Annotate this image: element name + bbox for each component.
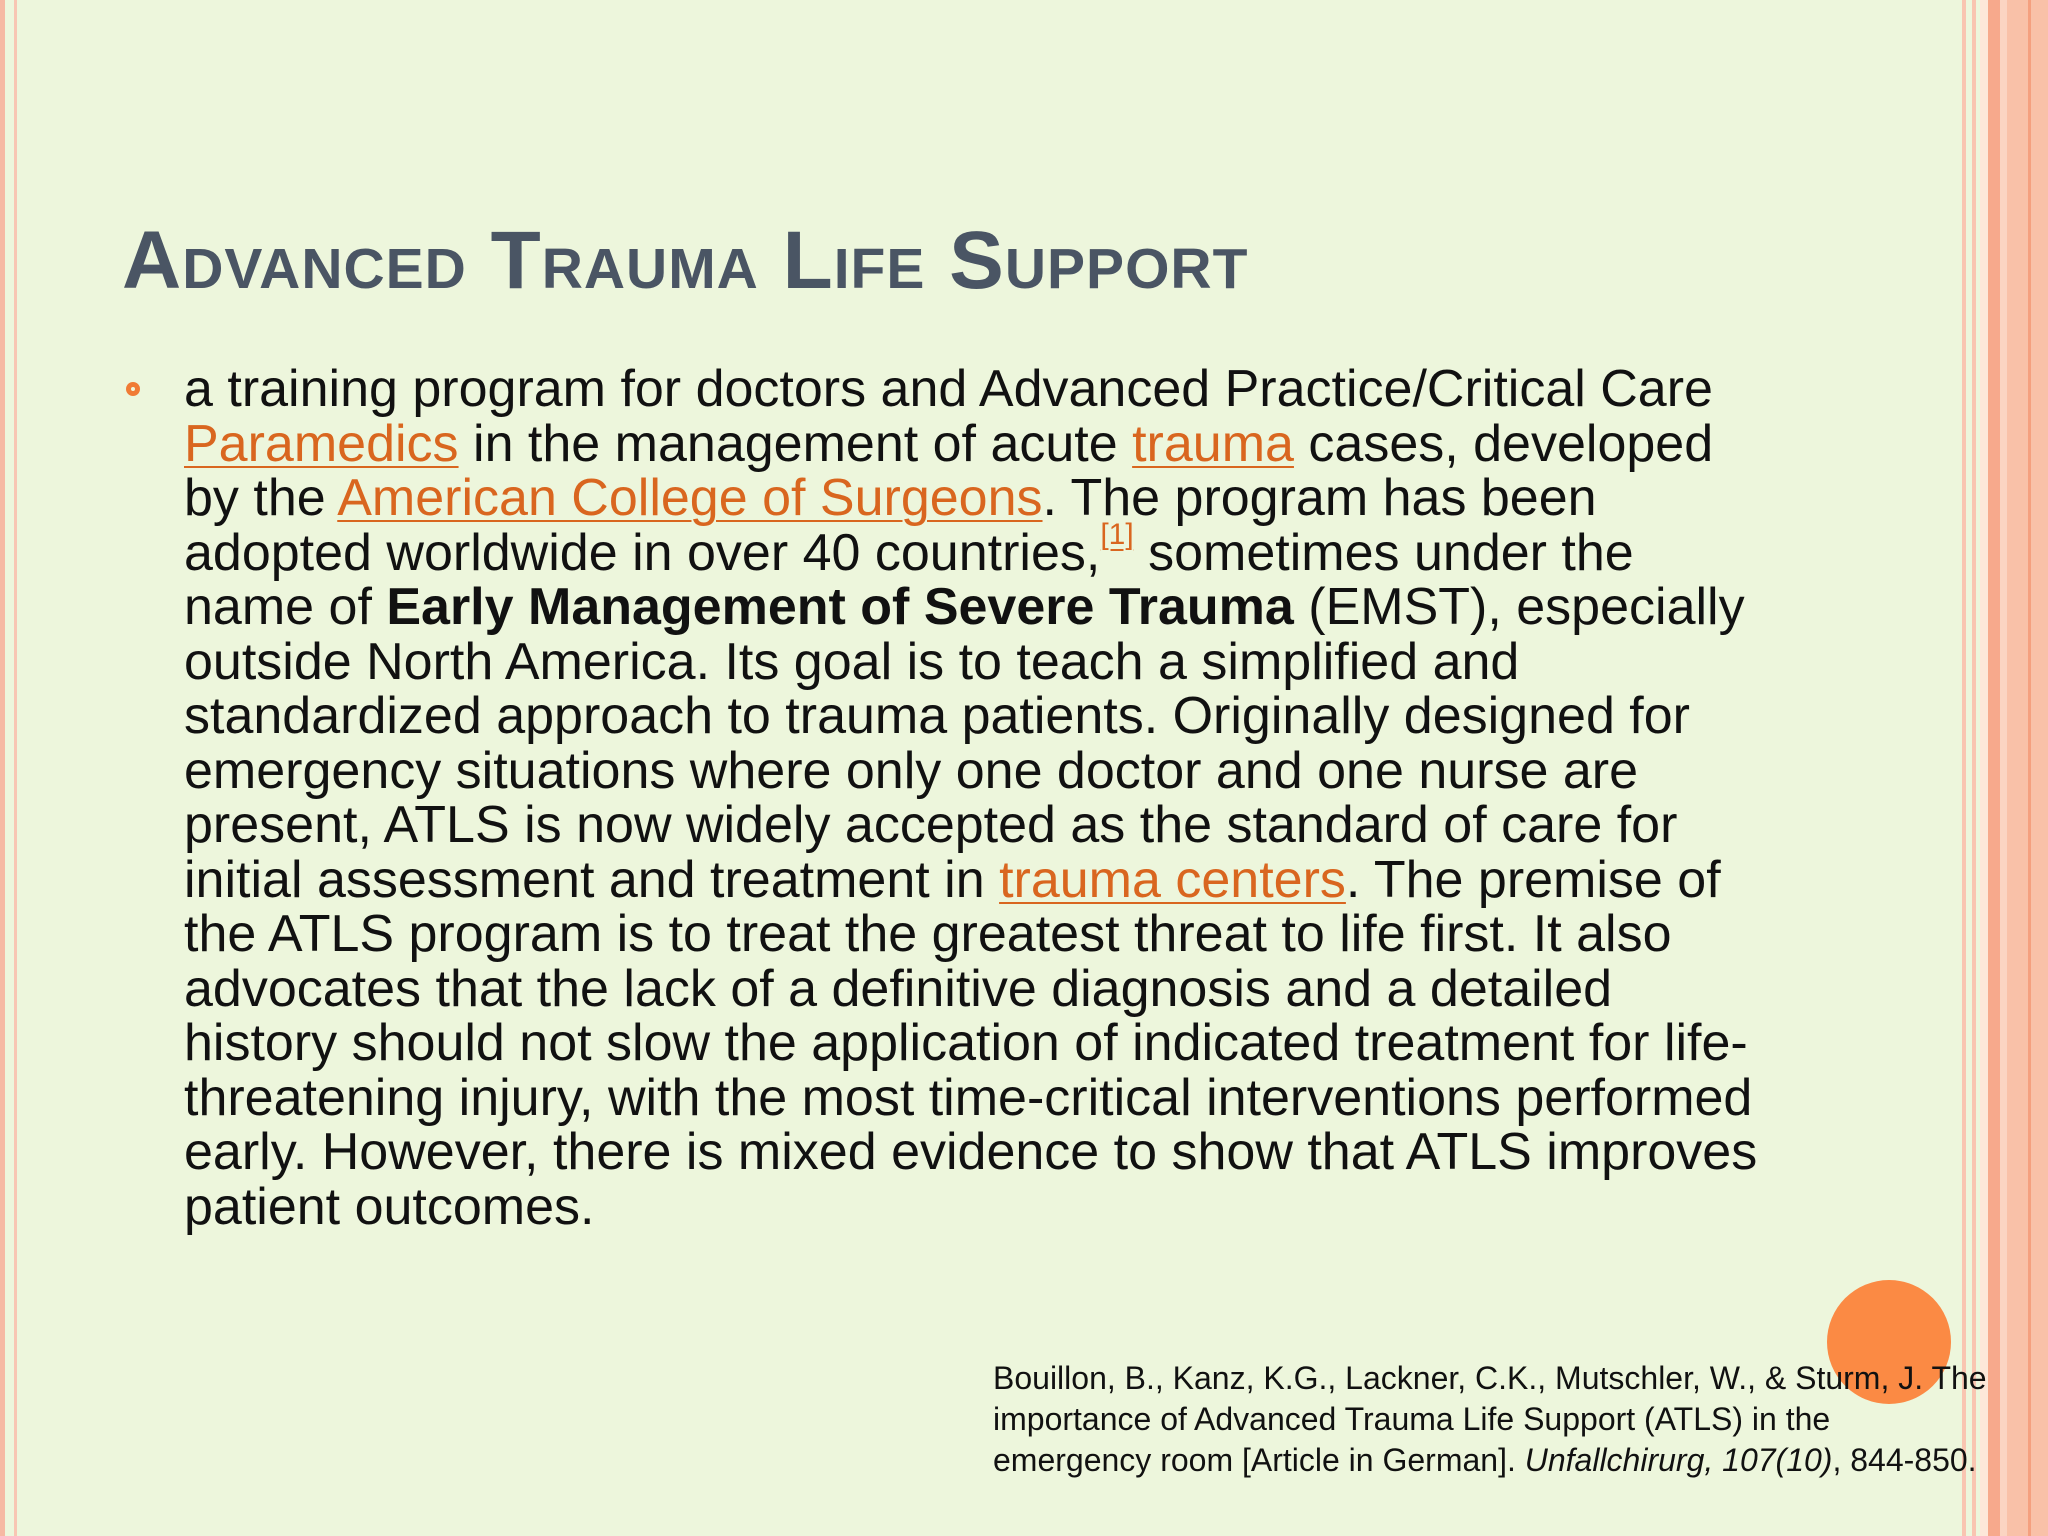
american-college-of-surgeons-link[interactable]: American College of Surgeons xyxy=(337,469,1043,527)
body-text-segment: cases, developed by the xyxy=(184,414,1714,527)
body-text-segment: . The program has been adopted worldwide in over 40 countries, xyxy=(184,469,1597,582)
bullet-paragraph xyxy=(184,362,1764,1234)
body-text-segment: (EMST), especially outside North America. Its goal is to teach a simplified and standardized approach to trauma patients. Originally designed for emergency situations where only one doctor and one nurse are present, ATLS is now widely accepted as the standard of care for initial assessment and treatment in xyxy=(184,578,1745,909)
right-border-stripe xyxy=(1972,0,1976,1536)
right-border-stripe xyxy=(1980,0,1988,1536)
citation-pages: , 844-850. xyxy=(1832,1442,1977,1478)
left-border-decoration xyxy=(0,0,5,1536)
left-border-line xyxy=(14,0,17,1536)
body-text-segment: in the management of acute xyxy=(458,414,1133,473)
body-text-segment: a training program for doctors and Advanced Practice/Critical Care xyxy=(184,360,1713,418)
trauma-link[interactable]: trauma xyxy=(1132,414,1294,473)
body-text-segment: . The premise of the ATLS program is to treat the greatest threat to life first. It also advocates that the lack of a definitive diagnosis and a detailed history should not slow the application of indicated treatment for life-threatening injury, with the most time-critical interventions performed early. However, there is mixed evidence to show that ATLS improves patient outcomes. xyxy=(184,850,1758,1236)
right-border-stripe xyxy=(1988,0,2000,1536)
trauma-centers-link[interactable]: trauma centers xyxy=(999,850,1346,909)
right-border-stripe xyxy=(2000,0,2007,1536)
citation-reference xyxy=(993,1358,1993,1481)
reference-1-link[interactable]: [1] xyxy=(1100,517,1134,551)
right-border-stripe xyxy=(1962,0,1966,1536)
right-border-stripe xyxy=(2028,0,2031,1536)
paramedics-link[interactable]: Paramedics xyxy=(184,414,459,473)
emst-bold-term: Early Management of Severe Trauma xyxy=(386,578,1294,636)
citation-journal: Unfallchirurg, 107(10) xyxy=(1524,1442,1833,1478)
citation-text: Bouillon, B., Kanz, K.G., Lackner, C.K., Mutschler, W., & Sturm, J. The importance of Advanced Trauma Life Support (ATLS) in the emergency room [Article in German]. xyxy=(993,1360,1987,1478)
bullet-ring-icon xyxy=(126,382,140,396)
body-text-segment: sometimes under the name of xyxy=(184,523,1634,636)
slide-title: Advanced Trauma Life Support xyxy=(122,215,1249,306)
